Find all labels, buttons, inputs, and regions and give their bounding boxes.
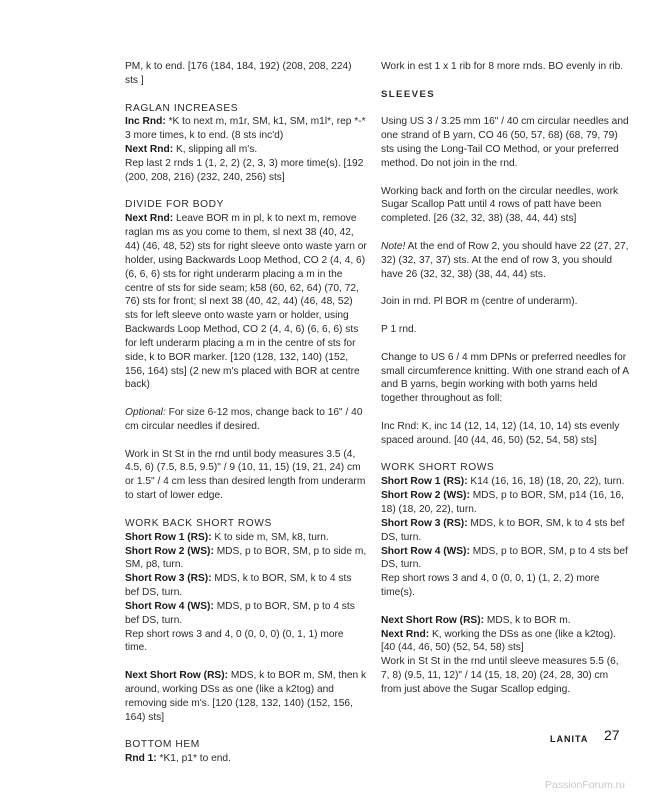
sleeve-short-row-4 [381, 545, 629, 573]
divide-text: Leave BOR m in pl, k to next m, remove raglan ms as you come to them, sl next 38 (40, 42, 44) (46, 48, 52) sts for right sleeve onto waste yarn or holder, using Backwards Loop Method, CO 2 (4, 4, 6) (6, 6, 6) sts for right underarm placing a m in the centre of sts for side seam; k58 (60, 62, 64) (70, 72, 76) sts for front; sl next 38 (40, 42, 44) (46, 48, 52) sts for left sleeve onto waste yarn or holder, using Backwards Loop Method, CO 2 (4, 4, 6) (6, 6, 6) sts for left underarm placing a m in the centre of sts for side, k to BOR marker. [120 (128, 132, 140) (152, 156, 164) sts] (2 new m's placed with BOR at centre back) [125, 213, 367, 391]
section-sleeve-short-rows [381, 461, 629, 599]
optional-label: Optional: [125, 407, 166, 419]
back-short-row-3 [125, 572, 367, 600]
watermark: PassionForum.ru [545, 779, 625, 791]
section-bottom-hem [125, 738, 367, 766]
left-column [125, 60, 367, 766]
page-number: 27 [604, 727, 620, 743]
sleeve-short-row-1-label: Short Row 1 (RS): [381, 476, 468, 488]
short-row-4-label: Short Row 4 (WS): [125, 600, 214, 612]
purl-round: P 1 rnd. [381, 324, 417, 336]
divide-instruction [125, 212, 367, 392]
inc-rnd-text: *K to next m, m1r, SM, k1, SM, m1l*, rep *-* 3 more times, k to end. (8 sts inc'd) [125, 116, 366, 142]
sleeve-next-rnd-label: Next Rnd: [381, 628, 430, 640]
inc-rnd-label: Inc Rnd: [125, 116, 166, 128]
sleeve-next-rnd [381, 628, 629, 642]
sleeve-short-row-1 [381, 475, 629, 489]
back-short-row-4 [125, 600, 367, 628]
magazine-brand: LANITA [550, 734, 589, 744]
right-column [381, 60, 629, 697]
next-short-row-text: MDS, k to BOR m, SM, then k around, working DSs as one (like a k2tog) and removing side m's. [120 (128, 132, 140) (152, 156, 164) sts] [125, 670, 367, 723]
next-short-row-paragraph [125, 669, 367, 724]
sleeve-short-row-1-text: K14 (16, 16, 18) (18, 20, 22), turn. [467, 476, 625, 488]
note-text: At the end of Row 2, you should have 22 (27, 27, 32) (32, 37, 37) sts. At the end of row 3, you should have 26 (32, 32, 38) (38, 44, 44) sts. [381, 240, 629, 280]
next-rnd-label: Next Rnd: [125, 144, 174, 156]
next-rnd-line [125, 143, 367, 157]
back-short-row-1 [125, 531, 367, 545]
raglan-repeat: Rep last 2 rnds 1 (1, 2, 2) (2, 3, 3) more time(s). [192 (200, 208, 216) (232, 240, 256) sts] [125, 157, 364, 183]
hem-rnd-1-label: Rnd 1: [125, 753, 157, 765]
note-paragraph [381, 240, 629, 282]
divide-label: Next Rnd: [125, 213, 174, 225]
heading-sleeves: SLEEVES [381, 88, 436, 100]
optional-note [125, 406, 367, 434]
sleeve-short-row-3-label: Short Row 3 (RS): [381, 517, 468, 529]
heading-work-back-short-rows: WORK BACK SHORT ROWS [125, 517, 272, 529]
heading-raglan-increases: RAGLAN INCREASES [125, 102, 239, 114]
rib-paragraph: Work in est 1 x 1 rib for 8 more rnds. BO evenly in rib. [381, 61, 624, 72]
back-short-row-2 [125, 545, 367, 573]
change-needles: Change to US 6 / 4 mm DPNs or preferred needles for small circumference knitting. With one strand each of A and B yarns, begin working with both yarns held together throughout as foll: [381, 351, 629, 405]
sleeve-short-row-3-text: MDS, k to BOR, SM, k to 4 sts bef DS, turn. [381, 517, 625, 543]
next-rnd-text: K, slipping all m's. [173, 144, 258, 156]
sleeve-next-short-row-label: Next Short Row (RS): [381, 614, 485, 626]
sleeve-next-short-row [381, 614, 629, 628]
note-label: Note! [381, 240, 406, 252]
sleeve-short-row-3 [381, 517, 629, 545]
sleeve-next-short-row-text: MDS, k to BOR m. [484, 614, 571, 626]
sleeve-short-rows-repeat: Rep short rows 3 and 4, 0 (0, 0, 1) (1, 2, 2) more time(s). [381, 573, 600, 599]
inc-rnd-line [125, 115, 367, 143]
sleeve-short-row-2-label: Short Row 2 (WS): [381, 490, 470, 502]
short-row-1-label: Short Row 1 (RS): [125, 531, 212, 543]
heading-bottom-hem: BOTTOM HEM [125, 739, 200, 751]
optional-text: For size 6-12 mos, change back to 16" / 40 cm circular needles if desired. [125, 407, 363, 432]
sleeve-short-row-2-text: MDS, p to BOR, SM, p14 (16, 16, 18) (18, 20, 22), turn. [381, 490, 624, 515]
hem-rnd-1 [125, 752, 367, 766]
sleeve-stitch-count: [40 (44, 46, 50) (52, 54, 58) sts] [381, 642, 524, 654]
sleeve-next-rnd-text: K, working the DSs as one (like a k2tog). [429, 628, 616, 640]
short-row-3-text: MDS, k to BOR, SM, k to 4 sts bef DS, turn. [125, 573, 352, 599]
short-row-4-text: MDS, p to BOR, SM, p to 4 sts bef DS, turn. [125, 600, 355, 626]
sleeve-cast-on: Using US 3 / 3.25 mm 16" / 40 cm circular needles and one strand of B yarn, CO 46 (50, 57, 68) (68, 79, 79) sts using the Long-Tail CO Method, or your preferred method. Do not join in the rnd. [381, 116, 629, 169]
sleeve-finish [381, 614, 629, 697]
section-raglan [125, 102, 367, 185]
paragraph-pm: PM, k to end. [176 (184, 184, 192) (208, 208, 224) sts ] [125, 61, 352, 86]
heading-divide-for-body: DIVIDE FOR BODY [125, 199, 225, 211]
sleeve-short-row-4-label: Short Row 4 (WS): [381, 545, 470, 557]
short-row-1-text: K to side m, SM, k8, turn. [211, 531, 329, 543]
heading-work-short-rows: WORK SHORT ROWS [381, 462, 495, 474]
sleeve-scallop: Working back and forth on the circular needles, work Sugar Scallop Patt until 4 rows of patt have been completed. [26 (32, 32, 38) (38, 44, 44) sts] [381, 185, 619, 225]
sleeve-short-row-4-text: MDS, p to BOR, SM, p to 4 sts bef DS, turn. [381, 545, 628, 571]
sleeve-stst: Work in St St in the rnd until sleeve measures 5.5 (6, 7, 8) (9.5, 11, 12)" / 14 (15, 18, 20) (24, 28, 30) cm from just above the Sugar Scallop edging. [381, 656, 619, 695]
back-short-rows-repeat: Rep short rows 3 and 4, 0 (0, 0, 0) (0, 1, 1) more time. [125, 628, 344, 654]
next-short-row-label: Next Short Row (RS): [125, 670, 229, 682]
inc-round: Inc Rnd: K, inc 14 (12, 14, 12) (14, 10, 14) sts evenly spaced around. [40 (44, 46, 50) (52, 54, 58) sts] [381, 420, 620, 446]
short-row-3-label: Short Row 3 (RS): [125, 573, 212, 585]
join-paragraph: Join in rnd. Pl BOR m (centre of underarm). [381, 296, 578, 308]
section-divide [125, 198, 367, 392]
short-row-2-text: MDS, p to BOR, SM, p to side m, SM, p8, turn. [125, 545, 367, 571]
hem-rnd-1-text: *K1, p1* to end. [156, 753, 231, 765]
short-row-2-label: Short Row 2 (WS): [125, 545, 214, 557]
body-stst-paragraph: Work in St St in the rnd until body measures 3.5 (4, 4.5, 6) (7.5, 8.5, 9.5)" / 9 (10, 11, 15) (19, 21, 24) cm or 1.5" / 4 cm less than desired length from underarm to start of lower edge. [125, 448, 366, 502]
section-back-short-rows [125, 517, 367, 655]
sleeve-short-row-2 [381, 489, 629, 517]
